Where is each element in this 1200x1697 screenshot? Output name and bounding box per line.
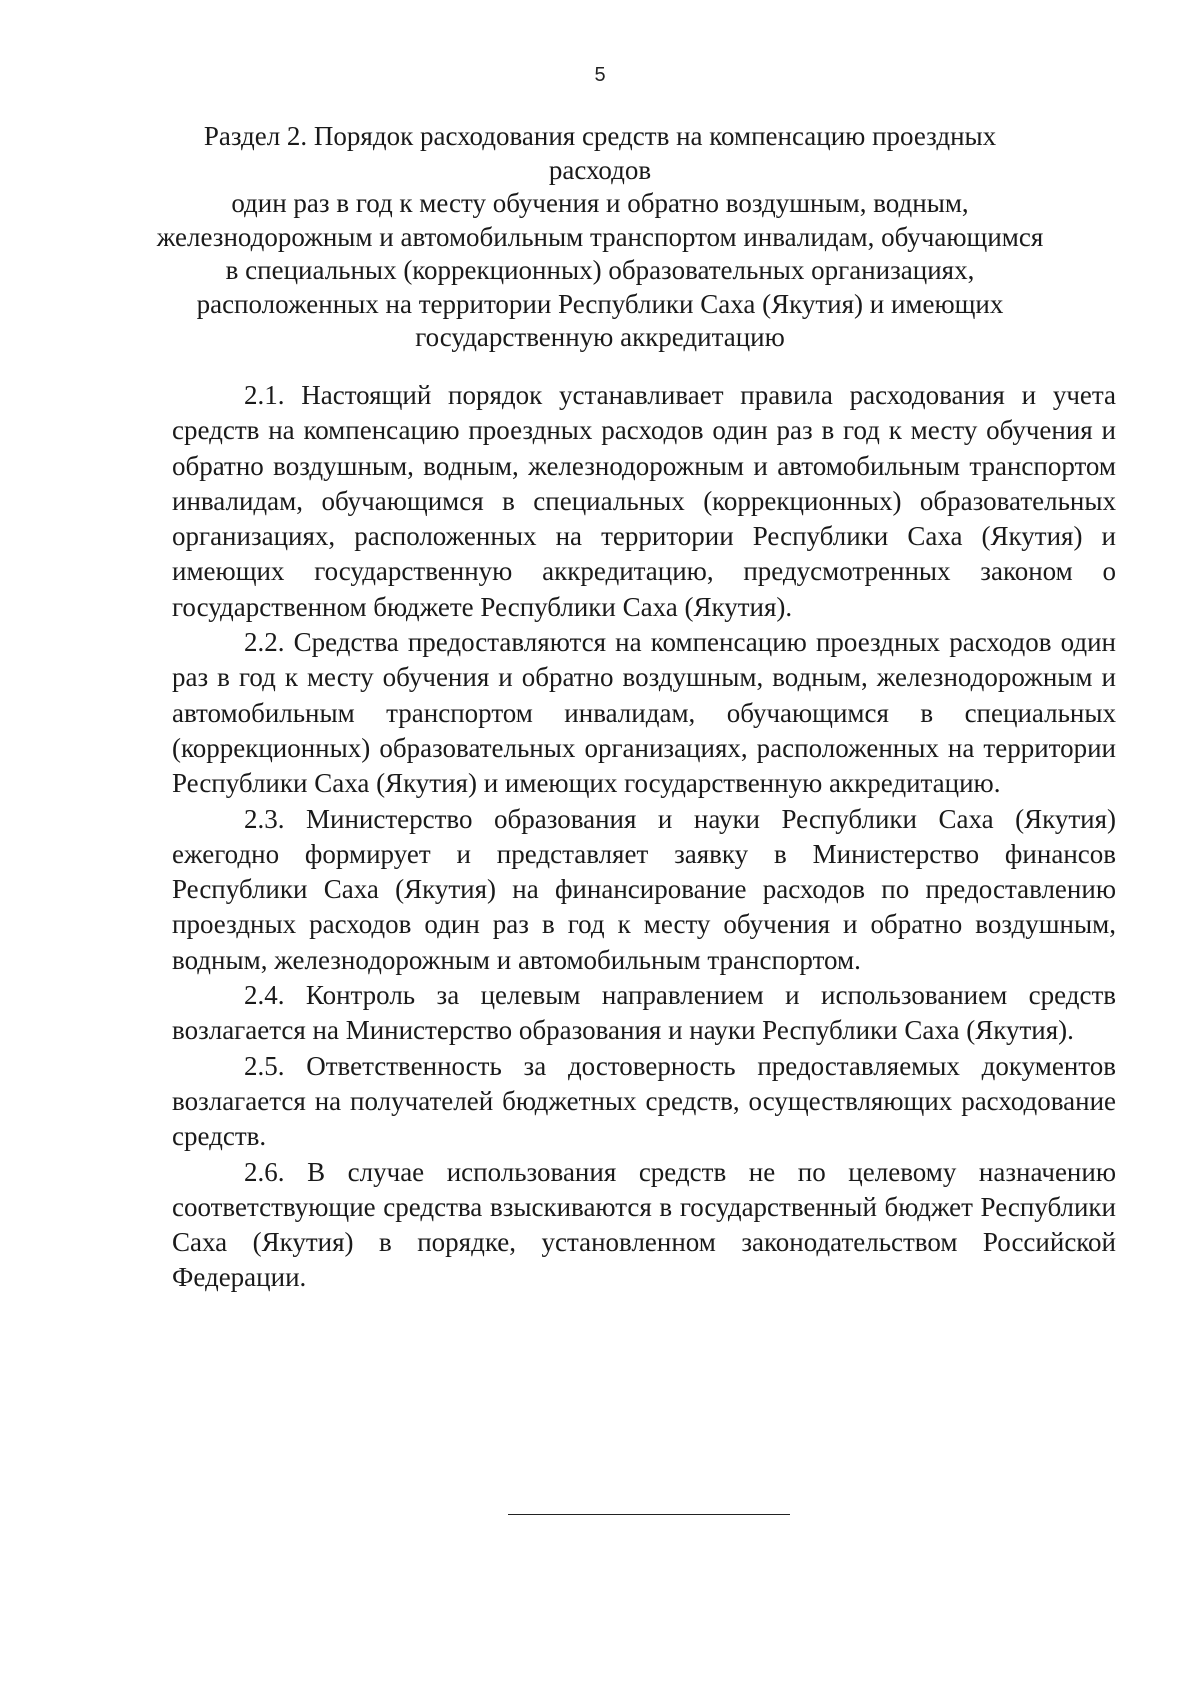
end-divider-line: [508, 1514, 790, 1515]
section-title-line: железнодорожным и автомобильным транспортом инвалидам, обучающимся: [156, 221, 1044, 252]
section-title-line: в специальных (коррекционных) образовательных организациях,: [225, 255, 975, 285]
section-title-line: государственную аккредитацию: [415, 322, 785, 352]
section-title-line: расположенных на территории Республики Саха (Якутия) и имеющих: [196, 288, 1004, 319]
document-body: [172, 378, 1116, 1296]
paragraph-2-6: 2.6. В случае использования средств не по целевому назначению соответствующие средства взыскиваются в государственный бюджет Республики Саха (Якутия) в порядке, установленном законодательством Российской Федерации.: [172, 1156, 1116, 1293]
paragraph-2-5: 2.5. Ответственность за достоверность предоставляемых документов возлагается на получателей бюджетных средств, осуществляющих расходование средств.: [172, 1050, 1116, 1152]
paragraph-2-1: 2.1. Настоящий порядок устанавливает правила расходования и учета средств на компенсацию проездных расходов один раз в год к месту обучения и обратно воздушным, водным, железнодорожным и автомобильным транспортом инвалидам, обучающимся в специальных (коррекционных) образовательных организациях, расположенных на территории Республики Саха (Якутия) и имеющих государственную аккредитацию, предусмотренных законом о государственном бюджете Республики Саха (Якутия).: [172, 380, 1116, 622]
paragraph-2-2: 2.2. Средства предоставляются на компенсацию проездных расходов один раз в год к месту обучения и обратно воздушным, водным, железнодорожным и автомобильным транспортом инвалидам, обучающимся в специальных (коррекционных) образовательных организациях, расположенных на территории Республики Саха (Якутия) и имеющих государственную аккредитацию.: [172, 627, 1116, 799]
page-number: 5: [594, 64, 606, 86]
paragraph-2-3: 2.3. Министерство образования и науки Республики Саха (Якутия) ежегодно формирует и представляет заявку в Министерство финансов Республики Саха (Якутия) на финансирование расходов по предоставлению проездных расходов один раз в год к месту обучения и обратно воздушным, водным, железнодорожным и автомобильным транспортом.: [172, 803, 1116, 975]
section-title-line: один раз в год к месту обучения и обратно воздушным, водным,: [231, 188, 969, 218]
section-title: [150, 120, 1050, 355]
section-title-line: Раздел 2. Порядок расходования средств на компенсацию проездных расходов: [203, 121, 997, 185]
paragraph-2-4: 2.4. Контроль за целевым направлением и использованием средств возлагается на Министерство образования и науки Республики Саха (Якутия).: [172, 980, 1116, 1046]
